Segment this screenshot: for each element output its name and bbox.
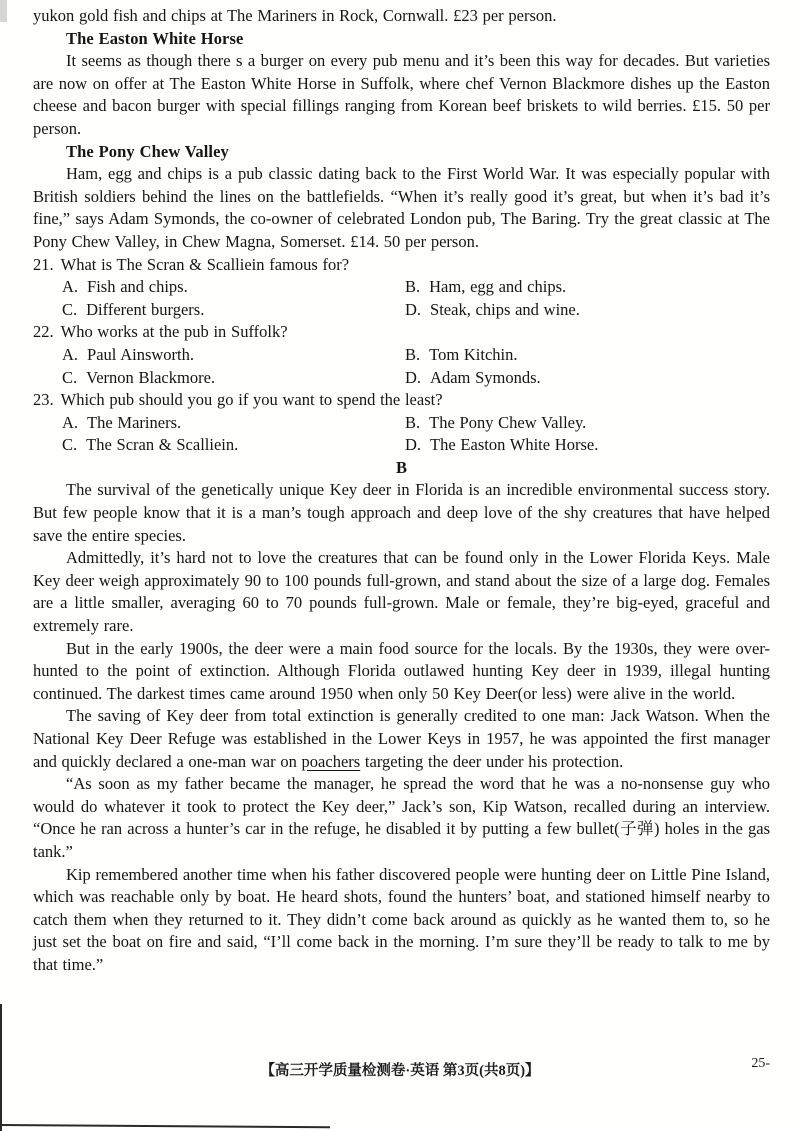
question-23-number: 23. (33, 390, 54, 410)
option-23-a-label: A. (62, 412, 79, 432)
question-22-number: 22. (33, 322, 54, 342)
scan-edge-left (0, 1004, 2, 1131)
question-21-stem: What is The Scran & Scalliein famous for? (60, 254, 350, 274)
question-23-line (33, 389, 770, 412)
option-23-a-text: The Mariners. (87, 412, 182, 432)
passage-b-paragraph-2: Admittedly, it’s hard not to love the creatures that can be found only in the Lower Florida Keys. Male Key deer weigh approximately 90 to 100 pounds full-grown, and stand about the size of a large dog. Females are a little smaller, averaging 60 to 70 pounds full-grown. Male or female, they’re big-eyed, graceful and extremely rare. (33, 548, 770, 636)
question-22 (33, 321, 770, 389)
pub-paragraph-easton-white-horse: It seems as though there s a burger on every pub menu and it’s been this way for decades. But varieties are now on offer at The Easton White Horse in Suffolk, where chef Vernon Blackmore dishes up the Easton cheese and bacon burger with special fillings ranging from Korean beef briskets to wild berries. £15. 50 per person. (33, 51, 770, 138)
section-b-label: B (395, 457, 407, 477)
scan-edge-bottom (0, 1124, 330, 1128)
option-23-b-text: The Pony Chew Valley. (429, 412, 587, 432)
option-21-b (405, 276, 770, 299)
option-21-c-text: Different burgers. (86, 299, 205, 319)
question-23 (33, 389, 770, 457)
option-22-c (62, 367, 405, 390)
option-21-d-label: D. (405, 299, 422, 319)
option-22-a (62, 344, 405, 367)
option-22-c-label: C. (62, 367, 78, 387)
underlined-word-poachers: poachers (301, 751, 361, 771)
option-22-b (405, 344, 770, 367)
question-21-options (62, 276, 770, 321)
scan-corner-smudge (0, 0, 7, 22)
question-22-line (33, 321, 770, 344)
option-21-c (62, 299, 405, 322)
option-22-b-text: Tom Kitchin. (429, 344, 518, 364)
option-23-c-label: C. (62, 435, 78, 455)
pub-heading-pony-chew-valley: The Pony Chew Valley (66, 141, 229, 161)
option-23-b-label: B. (405, 412, 421, 432)
passage-b-paragraph-3: But in the early 1900s, the deer were a main food source for the locals. By the 1930s, they were over-hunted to the point of extinction. Although Florida outlawed hunting Key deer in 1939, illegal hunting continued. The darkest times came around 1950 when only 50 Key Deer(or less) were alive in the world. (33, 638, 770, 703)
option-23-c-text: The Scran & Scalliein. (86, 435, 239, 455)
pub-paragraph-pony-chew-valley: Ham, egg and chips is a pub classic dating back to the First World War. It was especially popular with British soldiers behind the lines on the battlefields. “When it’s really good it’s great, but when it’s bad it’s fine,” says Adam Symonds, the co-owner of celebrated London pub, The Baring. Try the great classic at The Pony Chew Valley, in Chew Magna, Somerset. £14. 50 per person. (33, 164, 770, 251)
option-21-d-text: Steak, chips and wine. (430, 299, 580, 319)
question-22-stem: Who works at the pub in Suffolk? (60, 322, 288, 342)
question-22-options (62, 344, 770, 389)
option-22-b-label: B. (405, 344, 421, 364)
passage-b-paragraph-4 (33, 705, 770, 773)
page-content (33, 5, 770, 977)
page-footer (0, 1056, 800, 1083)
option-21-c-label: C. (62, 299, 78, 319)
option-21-a-label: A. (62, 277, 79, 297)
option-22-a-text: Paul Ainsworth. (87, 344, 194, 364)
option-23-c (62, 434, 405, 457)
pub-heading-easton-white-horse: The Easton White Horse (66, 28, 244, 48)
question-23-options (62, 412, 770, 457)
question-21 (33, 254, 770, 322)
question-21-line (33, 254, 770, 277)
option-23-b (405, 412, 770, 435)
option-23-d (405, 434, 770, 457)
option-22-d (405, 367, 770, 390)
option-22-a-label: A. (62, 344, 79, 364)
option-21-b-text: Ham, egg and chips. (429, 277, 567, 297)
question-21-number: 21. (33, 254, 54, 274)
paragraph-4-text-before: The saving of Key deer from total extinction is generally credited to one man: Jack Watson. When the National Key Deer Refuge was established in the Lower Keys in 1957, he was appointed the first manager and quickly declared a one-man war on (33, 706, 770, 771)
passage-b-paragraph-5: “As soon as my father became the manager, he spread the word that he was a no-nonsense guy who would do whatever it took to protect the Key deer,” Jack’s son, Kip Watson, recalled during an interview. “Once he ran across a hunter’s car in the refuge, he disabled it by putting a few bullet(子弹) holes in the gas tank.” (33, 774, 770, 861)
option-22-d-text: Adam Symonds. (430, 367, 541, 387)
passage-b-paragraph-1: The survival of the genetically unique Key deer in Florida is an incredible environmental success story. But few people know that it is a man’s tough approach and deep love of the shy creatures that have helped save the entire species. (33, 480, 770, 545)
option-23-a (62, 412, 405, 435)
option-23-d-label: D. (405, 435, 422, 455)
option-23-d-text: The Easton White Horse. (430, 435, 599, 455)
passage-b-paragraph-6: Kip remembered another time when his father discovered people were hunting deer on Little Pine Island, which was reachable only by boat. He heard shots, found the hunters’ boat, and stationed himself nearby to catch them when they returned to it. They didn’t come back around as quickly as he wanted them to, so he just set the boat on fire and said, “I’ll come back in the morning. I’m sure they’ll be ready to talk to me by that time.” (33, 864, 770, 974)
option-21-a (62, 276, 405, 299)
option-22-c-text: Vernon Blackmore. (86, 367, 216, 387)
option-21-b-label: B. (405, 277, 421, 297)
option-22-d-label: D. (405, 367, 422, 387)
footer-page-info: 【高三开学质量检测卷·英语 第3页(共8页)】 (260, 1063, 540, 1079)
passage-a-tail-line: yukon gold fish and chips at The Mariners in Rock, Cornwall. £23 per person. (33, 6, 557, 25)
question-23-stem: Which pub should you go if you want to spend the least? (60, 390, 443, 410)
option-21-a-text: Fish and chips. (87, 277, 188, 297)
footer-code: 25- (751, 1056, 770, 1071)
option-21-d (405, 299, 770, 322)
paragraph-4-text-after: targeting the deer under his protection. (360, 751, 624, 771)
